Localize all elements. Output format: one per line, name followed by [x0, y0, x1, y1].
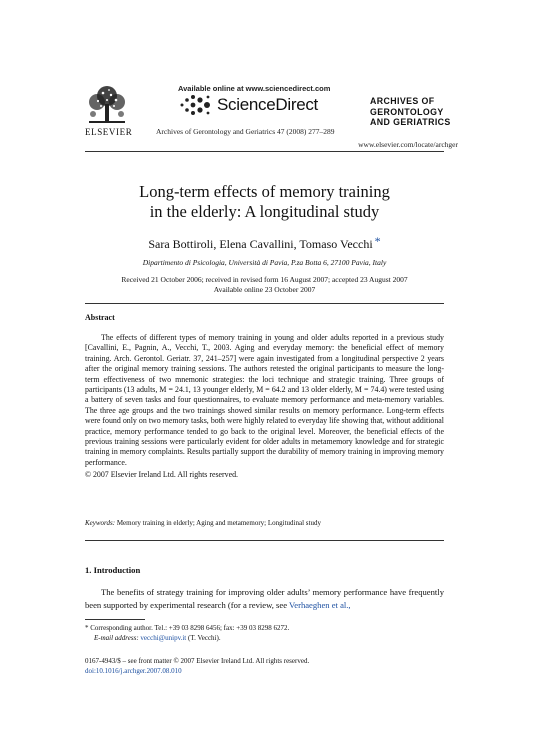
keywords-label: Keywords: — [85, 519, 116, 527]
abstract-bottom-rule — [85, 540, 444, 541]
introduction-text — [85, 586, 444, 612]
section-heading-introduction: 1. Introduction — [85, 565, 141, 575]
elsevier-tree-icon — [85, 84, 129, 126]
title-line: Long-term effects of memory training — [139, 182, 390, 201]
citation-link[interactable]: Verhaeghen et al., — [289, 599, 351, 610]
title-line: in the elderly: A longitudinal study — [149, 202, 380, 221]
received-dates: Received 21 October 2006; received in revised form 16 August 2007; accepted 23 August 2007 — [121, 275, 408, 284]
article-dates — [85, 275, 444, 294]
abstract-top-rule — [85, 303, 444, 304]
abstract-copyright: © 2007 Elsevier Ireland Ltd. All rights reserved. — [85, 470, 239, 479]
masthead-line: AND GERIATRICS — [370, 117, 451, 127]
affiliation: Dipartimento di Psicologia, Università di Pavia, P.za Botta 6, 27100 Pavia, Italy — [142, 258, 387, 267]
elsevier-logo — [85, 84, 133, 137]
footnote-corresponding — [85, 624, 444, 634]
article-title — [85, 182, 444, 222]
footnote-email-line — [85, 634, 444, 644]
footnote — [85, 624, 444, 643]
author-names: Sara Bottiroli, Elena Cavallini, Tomaso Vecchi — [148, 237, 373, 251]
journal-reference: Archives of Gerontology and Geriatrics 47 (2008) 277–289 — [156, 127, 335, 136]
issn-line: 0167-4943/$ – see front matter © 2007 Elsevier Ireland Ltd. All rights reserved. — [85, 657, 310, 665]
keywords — [85, 519, 321, 527]
footnote-rule — [85, 619, 145, 620]
available-online-text: Available online at www.sciencedirect.com — [178, 84, 331, 93]
footnote-contact: Corresponding author. Tel.: +39 03 8298 6456; fax: +39 03 8298 6272. — [90, 624, 290, 632]
email-owner: (T. Vecchi). — [188, 633, 221, 642]
elsevier-wordmark: ELSEVIER — [85, 127, 133, 137]
email-link[interactable]: vecchi@unipv.it — [140, 633, 187, 642]
abstract-heading: Abstract — [85, 313, 115, 322]
author-list — [85, 234, 444, 252]
email-label: E-mail address: — [94, 633, 139, 642]
header-rule — [85, 151, 444, 152]
masthead-line: GERONTOLOGY — [370, 106, 444, 117]
abstract-text: The effects of different types of memory training in young and older adults reported in a previous study [Cavallini, E., Pagnin, A., Vecchi, T., 2003. Aging and everyday memory: the beneficial effect of memory training. Arch. Gerontol. Geriatr. 37, 241–257] were again investigated from a longitudinal perspective 2 years after the original memory training sessions. The authors retested the original participants to measure the long-term effectiveness of two mnemonic strategies: the loci technique and strategic training. Three groups of participants (13 adults, M = 24.1, 13 younger elderly, M = 64.2 and 13 older elderly, M = 74.4) were tested using a battery of seven tasks and four questionnaires, to evaluate memory performance and meta-memory variables. The three age groups and the two trainings showed similar results on memory performance. Long-term effects were found only on two memory tasks, both were highly related to everyday life showing that, without additional practice, memory performance tended to go back to the original level. Moreover, the beneficial effects of the previous training sessions were particularly evident for older adults in metamemory knowledge and for strategic training in memory complaints. Results partially support the durability of memory training in improving memory performance. — [85, 333, 444, 467]
journal-url-link[interactable]: www.elsevier.com/locate/archger — [358, 140, 458, 149]
corresponding-author-mark[interactable]: * — [374, 234, 381, 248]
masthead-line: ARCHIVES OF — [370, 96, 435, 106]
available-date: Available online 23 October 2007 — [213, 284, 316, 294]
sciencedirect-wordmark: ScienceDirect — [217, 95, 318, 114]
introduction-paragraph: The benefits of strategy training for improving older adults’ memory performance have frequently been supported by experimental research (for a review, see — [85, 587, 444, 610]
footnote-mark: * — [85, 624, 89, 632]
journal-masthead — [370, 96, 451, 128]
sciencedirect-dots-icon — [178, 94, 214, 116]
keywords-text: Memory training in elderly; Aging and metamemory; Longitudinal study — [116, 519, 321, 527]
doi-link[interactable]: doi:10.1016/j.archger.2007.08.010 — [85, 667, 182, 675]
sciencedirect-logo — [178, 94, 318, 116]
publication-info — [85, 656, 309, 676]
